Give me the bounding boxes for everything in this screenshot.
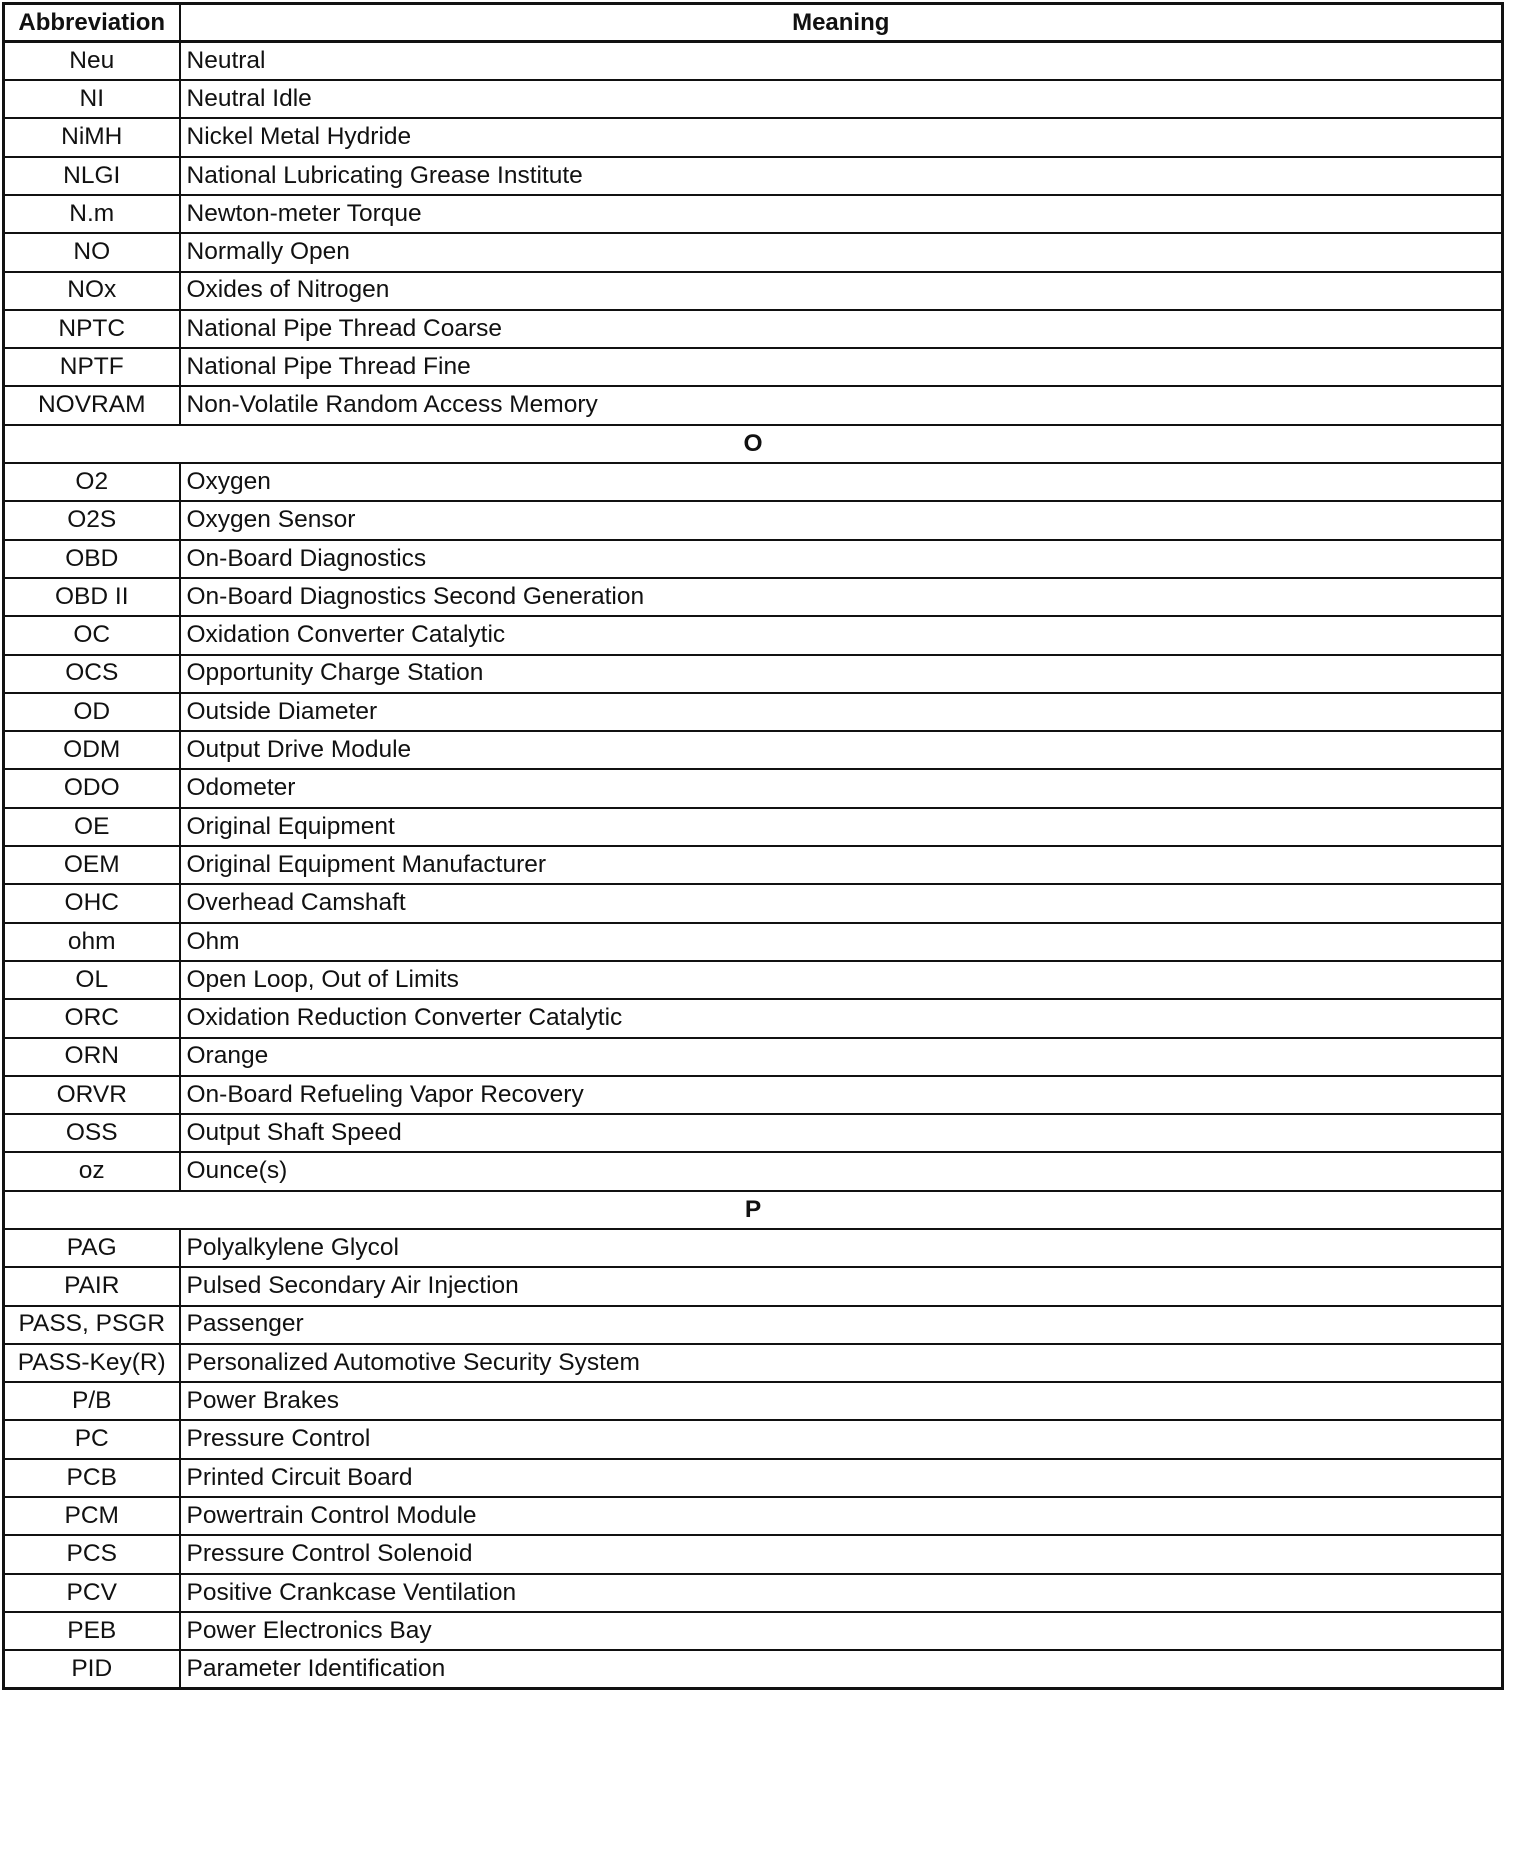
meaning-cell: National Pipe Thread Fine <box>180 348 1503 386</box>
abbreviation-cell: ORN <box>4 1038 180 1076</box>
meaning-cell: Original Equipment <box>180 808 1503 846</box>
section-header-row <box>4 425 1503 463</box>
table-row <box>4 157 1503 195</box>
table-row <box>4 693 1503 731</box>
abbreviation-cell: ODM <box>4 731 180 769</box>
abbreviation-cell: PC <box>4 1420 180 1458</box>
table-row <box>4 1114 1503 1152</box>
meaning-cell: Oxides of Nitrogen <box>180 272 1503 310</box>
section-letter: O <box>4 425 1503 463</box>
table-header <box>4 4 1503 42</box>
table-row <box>4 501 1503 539</box>
abbreviation-cell: PASS, PSGR <box>4 1306 180 1344</box>
table-row <box>4 1650 1503 1688</box>
abbreviation-cell: NiMH <box>4 118 180 156</box>
table-row <box>4 348 1503 386</box>
abbreviation-cell: OBD II <box>4 578 180 616</box>
table-row <box>4 233 1503 271</box>
table-row <box>4 1038 1503 1076</box>
meaning-cell: Powertrain Control Module <box>180 1497 1503 1535</box>
column-header-meaning: Meaning <box>180 4 1503 42</box>
table-row <box>4 884 1503 922</box>
abbreviation-cell: OC <box>4 616 180 654</box>
abbreviation-cell: NO <box>4 233 180 271</box>
table-row <box>4 731 1503 769</box>
abbreviation-cell: Neu <box>4 42 180 80</box>
table-row <box>4 1382 1503 1420</box>
table-row <box>4 1229 1503 1267</box>
meaning-cell: Output Shaft Speed <box>180 1114 1503 1152</box>
table-row <box>4 1612 1503 1650</box>
table-row <box>4 578 1503 616</box>
abbreviation-cell: OL <box>4 961 180 999</box>
table-row <box>4 118 1503 156</box>
column-header-abbreviation: Abbreviation <box>4 4 180 42</box>
abbreviation-cell: O2S <box>4 501 180 539</box>
abbreviation-cell: NI <box>4 80 180 118</box>
meaning-cell: Open Loop, Out of Limits <box>180 961 1503 999</box>
table-row <box>4 923 1503 961</box>
meaning-cell: Non-Volatile Random Access Memory <box>180 386 1503 424</box>
abbreviation-cell: NPTF <box>4 348 180 386</box>
meaning-cell: Pressure Control <box>180 1420 1503 1458</box>
abbreviation-cell: OSS <box>4 1114 180 1152</box>
table-row <box>4 1420 1503 1458</box>
table-row <box>4 961 1503 999</box>
meaning-cell: Personalized Automotive Security System <box>180 1344 1503 1382</box>
table-body <box>4 42 1503 1689</box>
meaning-cell: Original Equipment Manufacturer <box>180 846 1503 884</box>
abbreviation-cell: PAG <box>4 1229 180 1267</box>
abbreviation-cell: PCB <box>4 1459 180 1497</box>
abbreviation-cell: oz <box>4 1152 180 1190</box>
section-letter: P <box>4 1191 1503 1229</box>
abbreviation-cell: PCS <box>4 1535 180 1573</box>
abbreviation-cell: NPTC <box>4 310 180 348</box>
abbreviation-cell: OCS <box>4 655 180 693</box>
meaning-cell: Orange <box>180 1038 1503 1076</box>
table-row <box>4 272 1503 310</box>
meaning-cell: Oxygen <box>180 463 1503 501</box>
meaning-cell: Ounce(s) <box>180 1152 1503 1190</box>
meaning-cell: Positive Crankcase Ventilation <box>180 1574 1503 1612</box>
meaning-cell: Opportunity Charge Station <box>180 655 1503 693</box>
meaning-cell: Normally Open <box>180 233 1503 271</box>
table-row <box>4 1267 1503 1305</box>
abbreviation-cell: ORC <box>4 999 180 1037</box>
meaning-cell: National Pipe Thread Coarse <box>180 310 1503 348</box>
meaning-cell: Oxidation Converter Catalytic <box>180 616 1503 654</box>
abbreviation-table <box>2 2 1504 1690</box>
abbreviation-cell: ohm <box>4 923 180 961</box>
table-row <box>4 846 1503 884</box>
abbreviation-cell: PID <box>4 1650 180 1688</box>
table-row <box>4 1152 1503 1190</box>
table-row <box>4 616 1503 654</box>
abbreviation-cell: ODO <box>4 769 180 807</box>
meaning-cell: Output Drive Module <box>180 731 1503 769</box>
abbreviation-cell: PCM <box>4 1497 180 1535</box>
meaning-cell: Pulsed Secondary Air Injection <box>180 1267 1503 1305</box>
meaning-cell: Polyalkylene Glycol <box>180 1229 1503 1267</box>
meaning-cell: Newton-meter Torque <box>180 195 1503 233</box>
meaning-cell: Overhead Camshaft <box>180 884 1503 922</box>
abbreviation-cell: OHC <box>4 884 180 922</box>
abbreviation-cell: PASS-Key(R) <box>4 1344 180 1382</box>
section-header-row <box>4 1191 1503 1229</box>
abbreviation-cell: OBD <box>4 540 180 578</box>
abbreviation-cell: P/B <box>4 1382 180 1420</box>
table-row <box>4 1574 1503 1612</box>
meaning-cell: National Lubricating Grease Institute <box>180 157 1503 195</box>
header-row <box>4 4 1503 42</box>
table-row <box>4 999 1503 1037</box>
meaning-cell: Neutral <box>180 42 1503 80</box>
table-row <box>4 310 1503 348</box>
table-row <box>4 655 1503 693</box>
abbreviation-cell: NOVRAM <box>4 386 180 424</box>
table-row <box>4 386 1503 424</box>
table-row <box>4 42 1503 80</box>
abbreviation-cell: N.m <box>4 195 180 233</box>
table-row <box>4 769 1503 807</box>
meaning-cell: On-Board Refueling Vapor Recovery <box>180 1076 1503 1114</box>
table-row <box>4 1344 1503 1382</box>
abbreviation-cell: PEB <box>4 1612 180 1650</box>
table-row <box>4 195 1503 233</box>
meaning-cell: Power Electronics Bay <box>180 1612 1503 1650</box>
meaning-cell: Pressure Control Solenoid <box>180 1535 1503 1573</box>
abbreviation-cell: PAIR <box>4 1267 180 1305</box>
meaning-cell: Oxygen Sensor <box>180 501 1503 539</box>
abbreviation-cell: OEM <box>4 846 180 884</box>
abbreviation-cell: OD <box>4 693 180 731</box>
table-row <box>4 1306 1503 1344</box>
table-row <box>4 1535 1503 1573</box>
abbreviation-cell: NLGI <box>4 157 180 195</box>
meaning-cell: Power Brakes <box>180 1382 1503 1420</box>
meaning-cell: Outside Diameter <box>180 693 1503 731</box>
abbreviation-cell: OE <box>4 808 180 846</box>
meaning-cell: On-Board Diagnostics <box>180 540 1503 578</box>
meaning-cell: Odometer <box>180 769 1503 807</box>
meaning-cell: Nickel Metal Hydride <box>180 118 1503 156</box>
table-row <box>4 1459 1503 1497</box>
meaning-cell: Oxidation Reduction Converter Catalytic <box>180 999 1503 1037</box>
abbreviation-cell: PCV <box>4 1574 180 1612</box>
abbreviation-cell: ORVR <box>4 1076 180 1114</box>
table-row <box>4 540 1503 578</box>
table-row <box>4 1076 1503 1114</box>
abbreviation-cell: NOx <box>4 272 180 310</box>
meaning-cell: Ohm <box>180 923 1503 961</box>
abbreviation-cell: O2 <box>4 463 180 501</box>
table-row <box>4 808 1503 846</box>
meaning-cell: Neutral Idle <box>180 80 1503 118</box>
meaning-cell: Passenger <box>180 1306 1503 1344</box>
meaning-cell: On-Board Diagnostics Second Generation <box>180 578 1503 616</box>
meaning-cell: Printed Circuit Board <box>180 1459 1503 1497</box>
meaning-cell: Parameter Identification <box>180 1650 1503 1688</box>
table-row <box>4 80 1503 118</box>
table-row <box>4 1497 1503 1535</box>
table-row <box>4 463 1503 501</box>
